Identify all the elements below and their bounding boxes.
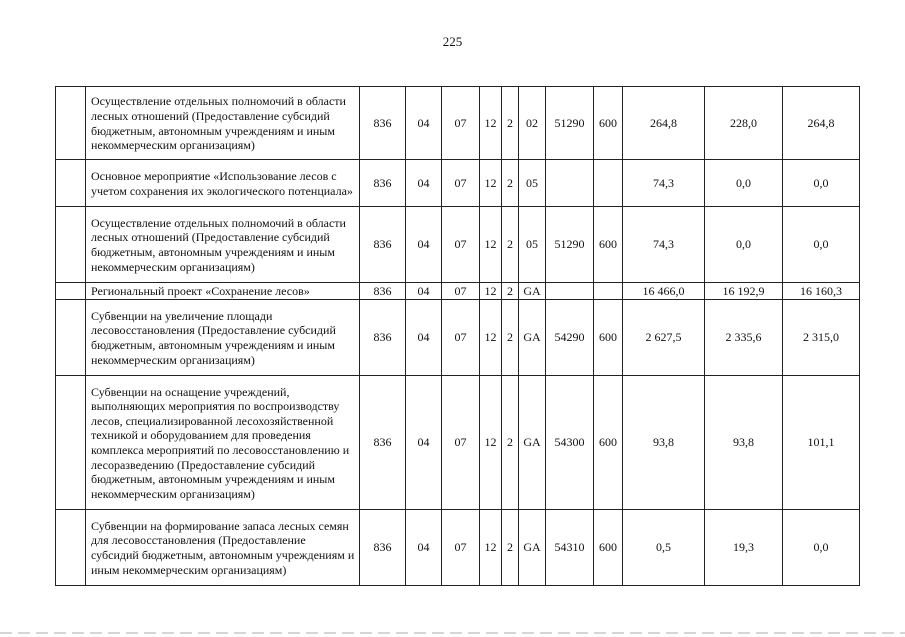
section-code: 04 xyxy=(406,207,442,283)
main-measure-code: GA xyxy=(519,376,546,510)
subsection-code: 07 xyxy=(442,300,480,376)
direction-code: 54300 xyxy=(546,376,594,510)
direction-code: 51290 xyxy=(546,87,594,160)
subprogram-code: 2 xyxy=(502,376,519,510)
grbs-code: 836 xyxy=(360,283,406,300)
grbs-code: 836 xyxy=(360,160,406,207)
index-cell xyxy=(56,376,86,510)
main-measure-code: GA xyxy=(519,300,546,376)
expense-type-code xyxy=(594,283,623,300)
item-name: Субвенции на оснащение учреждений, выполняющих мероприятия по воспроизводству лесов, специализированной лесохозяйственной техникой и оборудованием для проведения комплекса мероприятий по лесовосстановлению и лесоразведению (Предоставление субсидий бюджетным, автономным учреждениям и иным некоммерческим организациям) xyxy=(86,376,360,510)
section-code: 04 xyxy=(406,376,442,510)
amount-year-2: 0,0 xyxy=(705,160,783,207)
index-cell xyxy=(56,283,86,300)
table-row xyxy=(56,283,860,300)
main-measure-code: 05 xyxy=(519,160,546,207)
grbs-code: 836 xyxy=(360,376,406,510)
section-code: 04 xyxy=(406,283,442,300)
subprogram-code: 2 xyxy=(502,87,519,160)
program-code: 12 xyxy=(480,510,502,586)
subprogram-code: 2 xyxy=(502,207,519,283)
amount-year-1: 16 466,0 xyxy=(623,283,705,300)
table-row xyxy=(56,87,860,160)
subprogram-code: 2 xyxy=(502,300,519,376)
item-name: Основное мероприятие «Использование лесов с учетом сохранения их экологического потенциала» xyxy=(86,160,360,207)
grbs-code: 836 xyxy=(360,510,406,586)
amount-year-3: 2 315,0 xyxy=(783,300,860,376)
main-measure-code: GA xyxy=(519,283,546,300)
index-cell xyxy=(56,207,86,283)
table-row xyxy=(56,160,860,207)
item-name: Региональный проект «Сохранение лесов» xyxy=(86,283,360,300)
program-code: 12 xyxy=(480,207,502,283)
amount-year-1: 74,3 xyxy=(623,207,705,283)
amount-year-2: 19,3 xyxy=(705,510,783,586)
direction-code: 54310 xyxy=(546,510,594,586)
direction-code xyxy=(546,283,594,300)
grbs-code: 836 xyxy=(360,300,406,376)
amount-year-2: 93,8 xyxy=(705,376,783,510)
item-name: Осуществление отдельных полномочий в области лесных отношений (Предоставление субсидий бюджетным, автономным учреждениям и иным некоммерческим организациям) xyxy=(86,87,360,160)
index-cell xyxy=(56,87,86,160)
direction-code: 54290 xyxy=(546,300,594,376)
expense-type-code: 600 xyxy=(594,510,623,586)
program-code: 12 xyxy=(480,87,502,160)
subprogram-code: 2 xyxy=(502,510,519,586)
table-row xyxy=(56,300,860,376)
section-code: 04 xyxy=(406,87,442,160)
subsection-code: 07 xyxy=(442,376,480,510)
page-number: 225 xyxy=(442,34,463,49)
section-code: 04 xyxy=(406,510,442,586)
budget-table xyxy=(55,86,860,586)
subsection-code: 07 xyxy=(442,283,480,300)
section-code: 04 xyxy=(406,160,442,207)
amount-year-3: 0,0 xyxy=(783,510,860,586)
section-code: 04 xyxy=(406,300,442,376)
index-cell xyxy=(56,510,86,586)
subprogram-code: 2 xyxy=(502,160,519,207)
amount-year-2: 228,0 xyxy=(705,87,783,160)
expense-type-code: 600 xyxy=(594,207,623,283)
subsection-code: 07 xyxy=(442,87,480,160)
table-row xyxy=(56,376,860,510)
amount-year-3: 16 160,3 xyxy=(783,283,860,300)
direction-code: 51290 xyxy=(546,207,594,283)
program-code: 12 xyxy=(480,300,502,376)
expense-type-code: 600 xyxy=(594,87,623,160)
amount-year-2: 2 335,6 xyxy=(705,300,783,376)
item-name: Субвенции на увеличение площади лесовосстановления (Предоставление субсидий бюджетным, автономным учреждениям и иным некоммерческим организациям) xyxy=(86,300,360,376)
main-measure-code: GA xyxy=(519,510,546,586)
subprogram-code: 2 xyxy=(502,283,519,300)
subsection-code: 07 xyxy=(442,510,480,586)
main-measure-code: 02 xyxy=(519,87,546,160)
amount-year-1: 93,8 xyxy=(623,376,705,510)
index-cell xyxy=(56,300,86,376)
index-cell xyxy=(56,160,86,207)
grbs-code: 836 xyxy=(360,87,406,160)
amount-year-3: 0,0 xyxy=(783,207,860,283)
amount-year-3: 264,8 xyxy=(783,87,860,160)
amount-year-1: 0,5 xyxy=(623,510,705,586)
amount-year-1: 264,8 xyxy=(623,87,705,160)
item-name: Осуществление отдельных полномочий в области лесных отношений (Предоставление субсидий бюджетным, автономным учреждениям и иным некоммерческим организациям) xyxy=(86,207,360,283)
expense-type-code: 600 xyxy=(594,376,623,510)
amount-year-2: 0,0 xyxy=(705,207,783,283)
direction-code xyxy=(546,160,594,207)
program-code: 12 xyxy=(480,376,502,510)
amount-year-1: 74,3 xyxy=(623,160,705,207)
program-code: 12 xyxy=(480,283,502,300)
scan-edge-artifact xyxy=(0,632,905,634)
amount-year-3: 0,0 xyxy=(783,160,860,207)
item-name: Субвенции на формирование запаса лесных семян для лесовосстановления (Предоставление субсидий бюджетным, автономным учреждениям и иным некоммерческим организациям) xyxy=(86,510,360,586)
amount-year-1: 2 627,5 xyxy=(623,300,705,376)
program-code: 12 xyxy=(480,160,502,207)
amount-year-2: 16 192,9 xyxy=(705,283,783,300)
expense-type-code xyxy=(594,160,623,207)
table-row xyxy=(56,510,860,586)
subsection-code: 07 xyxy=(442,160,480,207)
grbs-code: 836 xyxy=(360,207,406,283)
table-row xyxy=(56,207,860,283)
amount-year-3: 101,1 xyxy=(783,376,860,510)
main-measure-code: 05 xyxy=(519,207,546,283)
expense-type-code: 600 xyxy=(594,300,623,376)
subsection-code: 07 xyxy=(442,207,480,283)
